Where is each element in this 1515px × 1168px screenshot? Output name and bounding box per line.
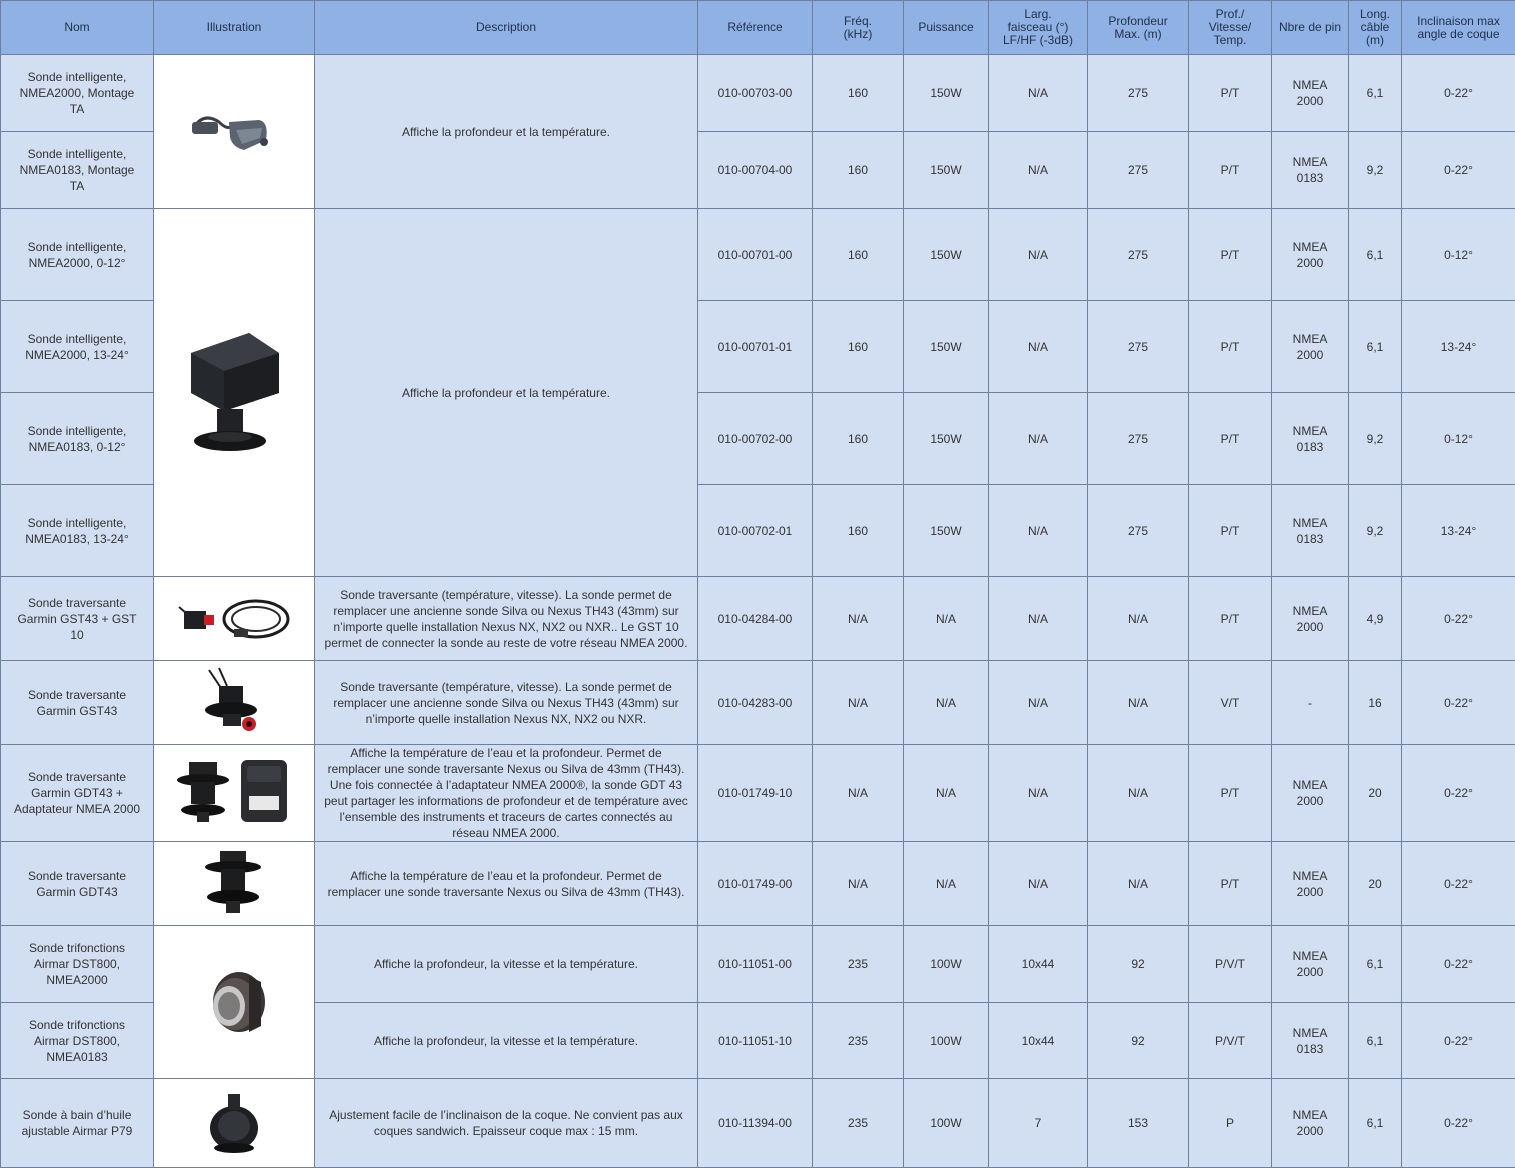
cell-cable: 6,1 (1349, 1003, 1402, 1079)
cell-profondeur: N/A (1088, 661, 1189, 745)
table-row (1, 1079, 1515, 1168)
cell-description: Affiche la température de l’eau et la profondeur. Permet de remplacer une sonde traversante Nexus ou Silva de 43mm (TH43). (315, 842, 698, 926)
cell-pvt: P/T (1189, 209, 1272, 301)
cell-freq: 160 (813, 55, 904, 132)
cell-reference: 010-00701-01 (698, 301, 813, 393)
cell-pin: NMEA 2000 (1272, 577, 1349, 661)
cell-puissance: 100W (904, 1079, 989, 1168)
cell-inclinaison: 0-22° (1402, 661, 1515, 745)
cell-larg: N/A (989, 577, 1088, 661)
cell-profondeur: 275 (1088, 132, 1189, 209)
cell-puissance: N/A (904, 661, 989, 745)
gdt43-adapter-image (169, 754, 299, 832)
cell-nom: Sonde intelligente, NMEA0183, Montage TA (1, 132, 154, 209)
cell-pvt: P/T (1189, 132, 1272, 209)
cell-puissance: N/A (904, 577, 989, 661)
cell-description: Ajustement facile de l’inclinaison de la coque. Ne convient pas aux coques sandwich. Epaisseur coque max : 15 mm. (315, 1079, 698, 1168)
col-header-profondeur: Profondeur Max. (m) (1088, 1, 1189, 55)
cell-pvt: V/T (1189, 661, 1272, 745)
cell-reference: 010-00703-00 (698, 55, 813, 132)
cell-profondeur: 275 (1088, 485, 1189, 577)
cell-pin: NMEA 2000 (1272, 301, 1349, 393)
illustration-gdt43-adapter (154, 745, 315, 842)
illustration-smart-sensor-ta (154, 55, 315, 209)
cell-reference: 010-11051-10 (698, 1003, 813, 1079)
cell-reference: 010-11051-00 (698, 926, 813, 1003)
cell-inclinaison: 0-22° (1402, 55, 1515, 132)
cell-reference: 010-01749-10 (698, 745, 813, 842)
cell-pin: NMEA 2000 (1272, 842, 1349, 926)
cell-profondeur: 153 (1088, 1079, 1189, 1168)
cell-pvt: P/T (1189, 577, 1272, 661)
cell-inclinaison: 0-12° (1402, 393, 1515, 485)
cell-puissance: 150W (904, 393, 989, 485)
illustration-dst800 (154, 926, 315, 1079)
col-header-puissance: Puissance (904, 1, 989, 55)
illustration-gst43 (154, 661, 315, 745)
cell-pin: NMEA 0183 (1272, 393, 1349, 485)
cell-larg: N/A (989, 55, 1088, 132)
col-header-nom: Nom (1, 1, 154, 55)
cell-profondeur: 275 (1088, 209, 1189, 301)
cell-cable: 9,2 (1349, 485, 1402, 577)
cell-nom: Sonde intelligente, NMEA2000, 13-24° (1, 301, 154, 393)
cell-inclinaison: 13-24° (1402, 301, 1515, 393)
gdt43-image (194, 847, 274, 921)
cell-description: Affiche la profondeur, la vitesse et la température. (315, 926, 698, 1003)
gst43-image (189, 666, 279, 740)
cell-pvt: P/T (1189, 745, 1272, 842)
cell-pvt: P/T (1189, 301, 1272, 393)
cell-nom: Sonde à bain d’huile ajustable Airmar P79 (1, 1079, 154, 1168)
cell-larg: N/A (989, 485, 1088, 577)
cell-reference: 010-11394-00 (698, 1079, 813, 1168)
cell-freq: 160 (813, 132, 904, 209)
cell-puissance: 150W (904, 209, 989, 301)
cell-pin: NMEA 2000 (1272, 745, 1349, 842)
cell-nom: Sonde traversante Garmin GDT43 (1, 842, 154, 926)
cell-pin: NMEA 2000 (1272, 209, 1349, 301)
cell-pin: NMEA 2000 (1272, 926, 1349, 1003)
cell-freq: N/A (813, 577, 904, 661)
cell-nom: Sonde traversante Garmin GDT43 + Adaptateur NMEA 2000 (1, 745, 154, 842)
illustration-gst43-gst10 (154, 577, 315, 661)
cell-reference: 010-00702-00 (698, 393, 813, 485)
cell-puissance: 100W (904, 1003, 989, 1079)
table-row (1, 209, 1515, 301)
cell-freq: N/A (813, 842, 904, 926)
cell-nom: Sonde intelligente, NMEA2000, Montage TA (1, 55, 154, 132)
cell-profondeur: 275 (1088, 301, 1189, 393)
cell-puissance: 150W (904, 485, 989, 577)
cell-inclinaison: 0-12° (1402, 209, 1515, 301)
cell-nom: Sonde traversante Garmin GST43 (1, 661, 154, 745)
cell-puissance: N/A (904, 745, 989, 842)
col-header-illustration: Illustration (154, 1, 315, 55)
col-header-pin: Nbre de pin (1272, 1, 1349, 55)
cell-cable: 6,1 (1349, 926, 1402, 1003)
cell-larg: 10x44 (989, 1003, 1088, 1079)
cell-profondeur: 275 (1088, 55, 1189, 132)
dst800-image (189, 952, 279, 1052)
col-header-cable: Long. câble (m) (1349, 1, 1402, 55)
cell-pin: NMEA 0183 (1272, 1003, 1349, 1079)
cell-profondeur: N/A (1088, 577, 1189, 661)
cell-larg: 7 (989, 1079, 1088, 1168)
illustration-gdt43 (154, 842, 315, 926)
cell-pin: - (1272, 661, 1349, 745)
cell-nom: Sonde intelligente, NMEA0183, 0-12° (1, 393, 154, 485)
cell-pvt: P/V/T (1189, 1003, 1272, 1079)
col-header-prof-vitesse-temp: Prof./ Vitesse/ Temp. (1189, 1, 1272, 55)
cell-inclinaison: 0-22° (1402, 1003, 1515, 1079)
cell-description: Affiche la profondeur et la température. (315, 209, 698, 577)
cell-larg: N/A (989, 301, 1088, 393)
cell-freq: N/A (813, 661, 904, 745)
cell-pvt: P (1189, 1079, 1272, 1168)
cell-pin: NMEA 0183 (1272, 132, 1349, 209)
cell-puissance: N/A (904, 842, 989, 926)
cell-pin: NMEA 2000 (1272, 1079, 1349, 1168)
col-header-larg: Larg. faisceau (°) LF/HF (-3dB) (989, 1, 1088, 55)
cell-profondeur: 275 (1088, 393, 1189, 485)
cell-description: Affiche la profondeur et la température. (315, 55, 698, 209)
cell-larg: N/A (989, 209, 1088, 301)
cell-cable: 6,1 (1349, 301, 1402, 393)
cell-description: Affiche la température de l’eau et la profondeur. Permet de remplacer une sonde traversante Nexus ou Silva de 43mm (TH43). Une fois connectée à l’adaptateur NMEA 2000®, la sonde GDT 43 peut partager les informations de profondeur et de température avec l’ensemble des instruments et traceurs de cartes connectés au réseau NMEA 2000. (315, 745, 698, 842)
cell-cable: 20 (1349, 842, 1402, 926)
cell-inclinaison: 13-24° (1402, 485, 1515, 577)
cell-profondeur: 92 (1088, 926, 1189, 1003)
table-row (1, 745, 1515, 842)
cell-larg: N/A (989, 745, 1088, 842)
cell-puissance: 100W (904, 926, 989, 1003)
cell-larg: N/A (989, 661, 1088, 745)
cell-cable: 9,2 (1349, 393, 1402, 485)
cell-nom: Sonde intelligente, NMEA2000, 0-12° (1, 209, 154, 301)
col-header-freq: Fréq. (kHz) (813, 1, 904, 55)
table-row (1, 842, 1515, 926)
p79-image (194, 1088, 274, 1158)
cell-description: Sonde traversante (température, vitesse). La sonde permet de remplacer une ancienne sonde Silva ou Nexus TH43 (43mm) sur n’importe quelle installation Nexus NX, NX2 ou NXR. (315, 661, 698, 745)
cell-freq: 160 (813, 393, 904, 485)
cell-pvt: P/T (1189, 842, 1272, 926)
cell-cable: 16 (1349, 661, 1402, 745)
table-row (1, 55, 1515, 132)
cell-cable: 20 (1349, 745, 1402, 842)
cell-profondeur: N/A (1088, 842, 1189, 926)
cell-pin: NMEA 0183 (1272, 485, 1349, 577)
cell-freq: 160 (813, 209, 904, 301)
cell-inclinaison: 0-22° (1402, 745, 1515, 842)
table-row (1, 577, 1515, 661)
illustration-p79 (154, 1079, 315, 1168)
cell-cable: 9,2 (1349, 132, 1402, 209)
cell-nom: Sonde trifonctions Airmar DST800, NMEA0183 (1, 1003, 154, 1079)
cell-freq: 160 (813, 301, 904, 393)
smart-sensor-transom-image (174, 92, 294, 172)
cell-cable: 6,1 (1349, 55, 1402, 132)
cell-freq: 160 (813, 485, 904, 577)
cell-freq: 235 (813, 1079, 904, 1168)
cell-nom: Sonde trifonctions Airmar DST800, NMEA2000 (1, 926, 154, 1003)
table-row (1, 926, 1515, 1003)
col-header-reference: Référence (698, 1, 813, 55)
cell-puissance: 150W (904, 55, 989, 132)
cell-inclinaison: 0-22° (1402, 577, 1515, 661)
cell-freq: 235 (813, 926, 904, 1003)
cell-reference: 010-04283-00 (698, 661, 813, 745)
cell-pvt: P/V/T (1189, 926, 1272, 1003)
cell-cable: 4,9 (1349, 577, 1402, 661)
cell-inclinaison: 0-22° (1402, 926, 1515, 1003)
cell-reference: 010-00704-00 (698, 132, 813, 209)
cell-inclinaison: 0-22° (1402, 842, 1515, 926)
col-header-inclinaison: Inclinaison max angle de coque (1402, 1, 1515, 55)
cell-description: Sonde traversante (température, vitesse). La sonde permet de remplacer une ancienne sonde Silva ou Nexus TH43 (43mm) sur n’importe quelle installation Nexus NX, NX2 ou NXR.. Le GST 10 permet de connecter la sonde au reste de votre réseau NMEA 2000. (315, 577, 698, 661)
cell-larg: N/A (989, 842, 1088, 926)
cell-cable: 6,1 (1349, 1079, 1402, 1168)
table-row (1, 661, 1515, 745)
cell-reference: 010-04284-00 (698, 577, 813, 661)
cell-larg: 10x44 (989, 926, 1088, 1003)
header-row (1, 1, 1515, 55)
illustration-smart-sensor-thru-hull (154, 209, 315, 577)
cell-pvt: P/T (1189, 55, 1272, 132)
cell-freq: N/A (813, 745, 904, 842)
cell-cable: 6,1 (1349, 209, 1402, 301)
cell-reference: 010-00702-01 (698, 485, 813, 577)
cell-profondeur: N/A (1088, 745, 1189, 842)
cell-nom: Sonde traversante Garmin GST43 + GST 10 (1, 577, 154, 661)
cell-nom: Sonde intelligente, NMEA0183, 13-24° (1, 485, 154, 577)
cell-reference: 010-00701-00 (698, 209, 813, 301)
cell-profondeur: 92 (1088, 1003, 1189, 1079)
cell-description: Affiche la profondeur, la vitesse et la température. (315, 1003, 698, 1079)
smart-sensor-thru-hull-image (179, 323, 289, 463)
col-header-description: Description (315, 1, 698, 55)
cell-freq: 235 (813, 1003, 904, 1079)
cell-inclinaison: 0-22° (1402, 132, 1515, 209)
cell-pvt: P/T (1189, 393, 1272, 485)
cell-reference: 010-01749-00 (698, 842, 813, 926)
cell-larg: N/A (989, 132, 1088, 209)
cell-inclinaison: 0-22° (1402, 1079, 1515, 1168)
cell-pin: NMEA 2000 (1272, 55, 1349, 132)
cell-pvt: P/T (1189, 485, 1272, 577)
cell-larg: N/A (989, 393, 1088, 485)
cell-puissance: 150W (904, 301, 989, 393)
cell-puissance: 150W (904, 132, 989, 209)
gst43-gst10-image (174, 589, 294, 649)
